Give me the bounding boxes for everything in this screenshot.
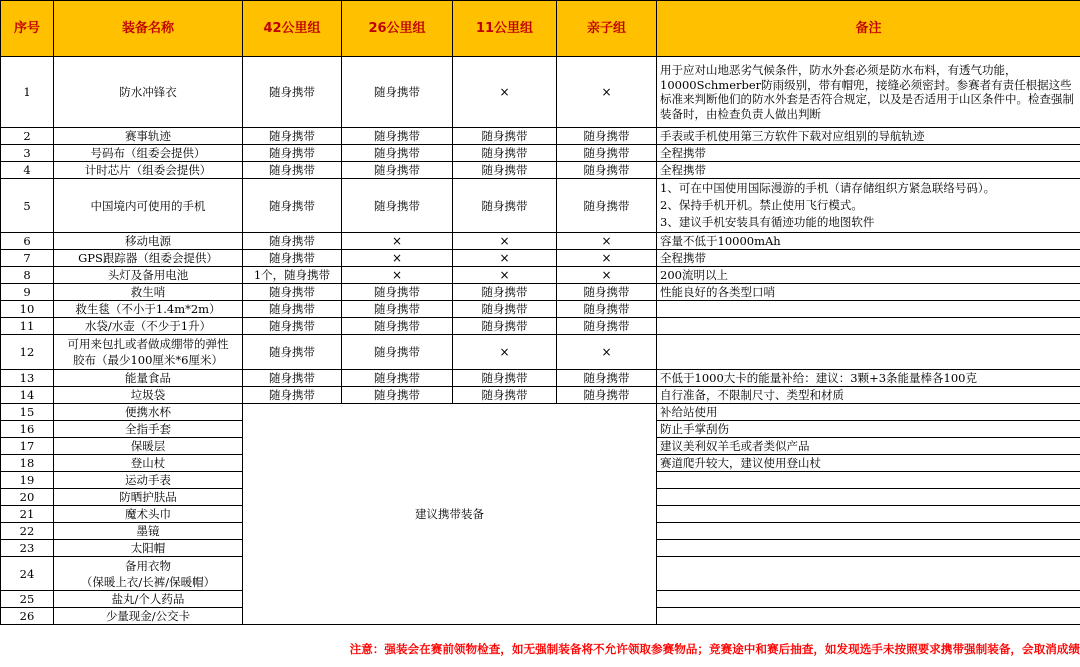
row-name: GPS跟踪器（组委会提供） (54, 250, 243, 267)
header-name: 装备名称 (54, 1, 243, 57)
row-name: 赛事轨迹 (54, 128, 243, 145)
row-26km: 随身携带 (342, 387, 453, 404)
footer-notice: 注意：强装会在赛前领物检查，如无强制装备将不允许领取参赛物品；竞赛途中和赛后抽查，如发现选手未按照要求携带强制装备，会取消成绩 (349, 642, 1080, 656)
table-row (1, 267, 1080, 284)
table-row (1, 404, 1080, 421)
row-no: 20 (1, 489, 54, 506)
row-no: 6 (1, 233, 54, 250)
row-family: 随身携带 (557, 301, 657, 318)
row-name: 全指手套 (54, 421, 243, 438)
header-26km: 26公里组 (342, 1, 453, 57)
row-name: 运动手表 (54, 472, 243, 489)
row-26km: 随身携带 (342, 179, 453, 233)
row-name: 少量现金/公交卡 (54, 608, 243, 625)
row-42km: 随身携带 (243, 233, 342, 250)
row-42km: 随身携带 (243, 57, 342, 128)
row-26km: × (342, 250, 453, 267)
table-row (1, 387, 1080, 404)
row-name: 魔术头巾 (54, 506, 243, 523)
row-11km: 随身携带 (453, 145, 557, 162)
table-row (1, 335, 1080, 370)
row-11km: 随身携带 (453, 387, 557, 404)
row-note: 性能良好的各类型口哨 (657, 284, 1080, 301)
row-note (657, 506, 1080, 523)
table-row (1, 250, 1080, 267)
row-no: 2 (1, 128, 54, 145)
row-26km: 随身携带 (342, 301, 453, 318)
row-11km: × (453, 57, 557, 128)
name-line: 可用来包扎或者做成绷带的弹性 (67, 337, 229, 351)
row-11km: × (453, 250, 557, 267)
name-line: （保暖上衣/长裤/保暖帽） (80, 574, 216, 589)
row-note (657, 540, 1080, 557)
row-26km: × (342, 267, 453, 284)
row-note: 建议美利奴羊毛或者类似产品 (657, 438, 1080, 455)
row-note: 全程携带 (657, 250, 1080, 267)
table-row (1, 301, 1080, 318)
row-name: 救生毯（不小于1.4m*2m） (54, 301, 243, 318)
row-note (657, 608, 1080, 625)
table-row (1, 57, 1080, 128)
table-row (1, 233, 1080, 250)
row-family: × (557, 267, 657, 284)
row-no: 13 (1, 370, 54, 387)
row-26km: 随身携带 (342, 335, 453, 370)
header-family: 亲子组 (557, 1, 657, 57)
name-line: 备用衣物 (125, 558, 171, 573)
row-family: × (557, 335, 657, 370)
row-no: 7 (1, 250, 54, 267)
row-note: 全程携带 (657, 162, 1080, 179)
row-note: 赛道爬升较大，建议使用登山杖 (657, 455, 1080, 472)
row-no: 22 (1, 523, 54, 540)
row-42km: 随身携带 (243, 335, 342, 370)
row-26km: 随身携带 (342, 162, 453, 179)
row-note (657, 557, 1080, 591)
row-name: 中国境内可使用的手机 (54, 179, 243, 233)
row-note (657, 179, 1080, 233)
table-row (1, 145, 1080, 162)
row-family: × (557, 57, 657, 128)
row-26km: 随身携带 (342, 370, 453, 387)
row-11km: 随身携带 (453, 318, 557, 335)
row-42km: 随身携带 (243, 162, 342, 179)
header-no: 序号 (1, 1, 54, 57)
name-line: 胶布（最少100厘米*6厘米） (72, 353, 223, 367)
row-42km: 随身携带 (243, 318, 342, 335)
row-name: 便携水杯 (54, 404, 243, 421)
row-26km: × (342, 233, 453, 250)
row-no: 11 (1, 318, 54, 335)
row-note: 容量不低于10000mAh (657, 233, 1080, 250)
row-11km: 随身携带 (453, 370, 557, 387)
row-26km: 随身携带 (342, 57, 453, 128)
row-name: 头灯及备用电池 (54, 267, 243, 284)
header-row (1, 1, 1080, 57)
row-42km: 随身携带 (243, 301, 342, 318)
row-name: 号码布（组委会提供） (54, 145, 243, 162)
row-no: 23 (1, 540, 54, 557)
row-family: × (557, 233, 657, 250)
row-42km: 1个，随身携带 (243, 267, 342, 284)
row-no: 3 (1, 145, 54, 162)
row-26km: 随身携带 (342, 284, 453, 301)
row-name: 防晒护肤品 (54, 489, 243, 506)
table-row (1, 370, 1080, 387)
row-family: 随身携带 (557, 370, 657, 387)
row-no: 26 (1, 608, 54, 625)
row-name: 保暖层 (54, 438, 243, 455)
row-11km: × (453, 267, 557, 284)
table-row (1, 179, 1080, 233)
row-note (657, 489, 1080, 506)
note-line: 1、可在中国使用国际漫游的手机（请存储组织方紧急联络号码）。 (660, 181, 996, 195)
row-name: 太阳帽 (54, 540, 243, 557)
row-42km: 随身携带 (243, 250, 342, 267)
row-note: 自行准备，不限制尺寸、类型和材质 (657, 387, 1080, 404)
row-family: × (557, 250, 657, 267)
row-note (657, 523, 1080, 540)
row-no: 10 (1, 301, 54, 318)
row-42km: 随身携带 (243, 370, 342, 387)
row-family: 随身携带 (557, 387, 657, 404)
row-name: 移动电源 (54, 233, 243, 250)
row-note: 200流明以上 (657, 267, 1080, 284)
row-note: 防止手掌刮伤 (657, 421, 1080, 438)
row-no: 4 (1, 162, 54, 179)
row-no: 5 (1, 179, 54, 233)
note-line: 2、保持手机开机。禁止使用飞行模式。 (660, 198, 863, 212)
row-11km: 随身携带 (453, 179, 557, 233)
row-42km: 随身携带 (243, 145, 342, 162)
row-no: 16 (1, 421, 54, 438)
row-26km: 随身携带 (342, 145, 453, 162)
row-11km: × (453, 233, 557, 250)
row-no: 25 (1, 591, 54, 608)
row-note: 补给站使用 (657, 404, 1080, 421)
row-11km: × (453, 335, 557, 370)
note-line: 3、建议手机安装具有循迹功能的地图软件 (660, 215, 875, 229)
row-26km: 随身携带 (342, 128, 453, 145)
row-no: 14 (1, 387, 54, 404)
row-name: 防水冲锋衣 (54, 57, 243, 128)
row-note: 用于应对山地恶劣气候条件，防水外套必须是防水布料，有透气功能，10000Schmerber防雨级别，带有帽兜，接缝必须密封。参赛者有责任根据这些标准来判断他们的防水外套是否符合规定，以及是否适用于山区条件中。检查强制装备时，由检查负责人做出判断 (657, 57, 1080, 128)
row-no: 18 (1, 455, 54, 472)
table-row (1, 318, 1080, 335)
row-name: 计时芯片（组委会提供） (54, 162, 243, 179)
table-row (1, 284, 1080, 301)
header-note: 备注 (657, 1, 1080, 57)
row-no: 8 (1, 267, 54, 284)
row-no: 17 (1, 438, 54, 455)
row-no: 12 (1, 335, 54, 370)
table-row (1, 162, 1080, 179)
suggested-equipment-cell: 建议携带装备 (243, 404, 657, 625)
row-name: 登山杖 (54, 455, 243, 472)
row-name: 墨镜 (54, 523, 243, 540)
row-no: 9 (1, 284, 54, 301)
row-note (657, 591, 1080, 608)
table-row (1, 128, 1080, 145)
row-family: 随身携带 (557, 318, 657, 335)
row-note: 全程携带 (657, 145, 1080, 162)
header-11km: 11公里组 (453, 1, 557, 57)
row-family: 随身携带 (557, 162, 657, 179)
row-42km: 随身携带 (243, 179, 342, 233)
row-note (657, 318, 1080, 335)
row-no: 24 (1, 557, 54, 591)
row-11km: 随身携带 (453, 128, 557, 145)
row-note (657, 335, 1080, 370)
row-11km: 随身携带 (453, 162, 557, 179)
header-42km: 42公里组 (243, 1, 342, 57)
row-name: 垃圾袋 (54, 387, 243, 404)
row-name (54, 557, 243, 591)
row-family: 随身携带 (557, 284, 657, 301)
row-note (657, 472, 1080, 489)
row-no: 1 (1, 57, 54, 128)
row-family: 随身携带 (557, 179, 657, 233)
row-family: 随身携带 (557, 145, 657, 162)
row-no: 19 (1, 472, 54, 489)
row-11km: 随身携带 (453, 284, 557, 301)
row-note: 手表或手机使用第三方软件下载对应组别的导航轨迹 (657, 128, 1080, 145)
row-name: 能量食品 (54, 370, 243, 387)
row-name: 盐丸/个人药品 (54, 591, 243, 608)
row-no: 21 (1, 506, 54, 523)
row-family: 随身携带 (557, 128, 657, 145)
row-name: 水袋/水壶（不少于1升） (54, 318, 243, 335)
row-name: 救生哨 (54, 284, 243, 301)
row-note: 不低于1000大卡的能量补给：建议：3颗+3条能量棒各100克 (657, 370, 1080, 387)
row-name (54, 335, 243, 370)
row-no: 15 (1, 404, 54, 421)
row-note (657, 301, 1080, 318)
row-42km: 随身携带 (243, 128, 342, 145)
row-26km: 随身携带 (342, 318, 453, 335)
row-11km: 随身携带 (453, 301, 557, 318)
row-42km: 随身携带 (243, 387, 342, 404)
row-42km: 随身携带 (243, 284, 342, 301)
